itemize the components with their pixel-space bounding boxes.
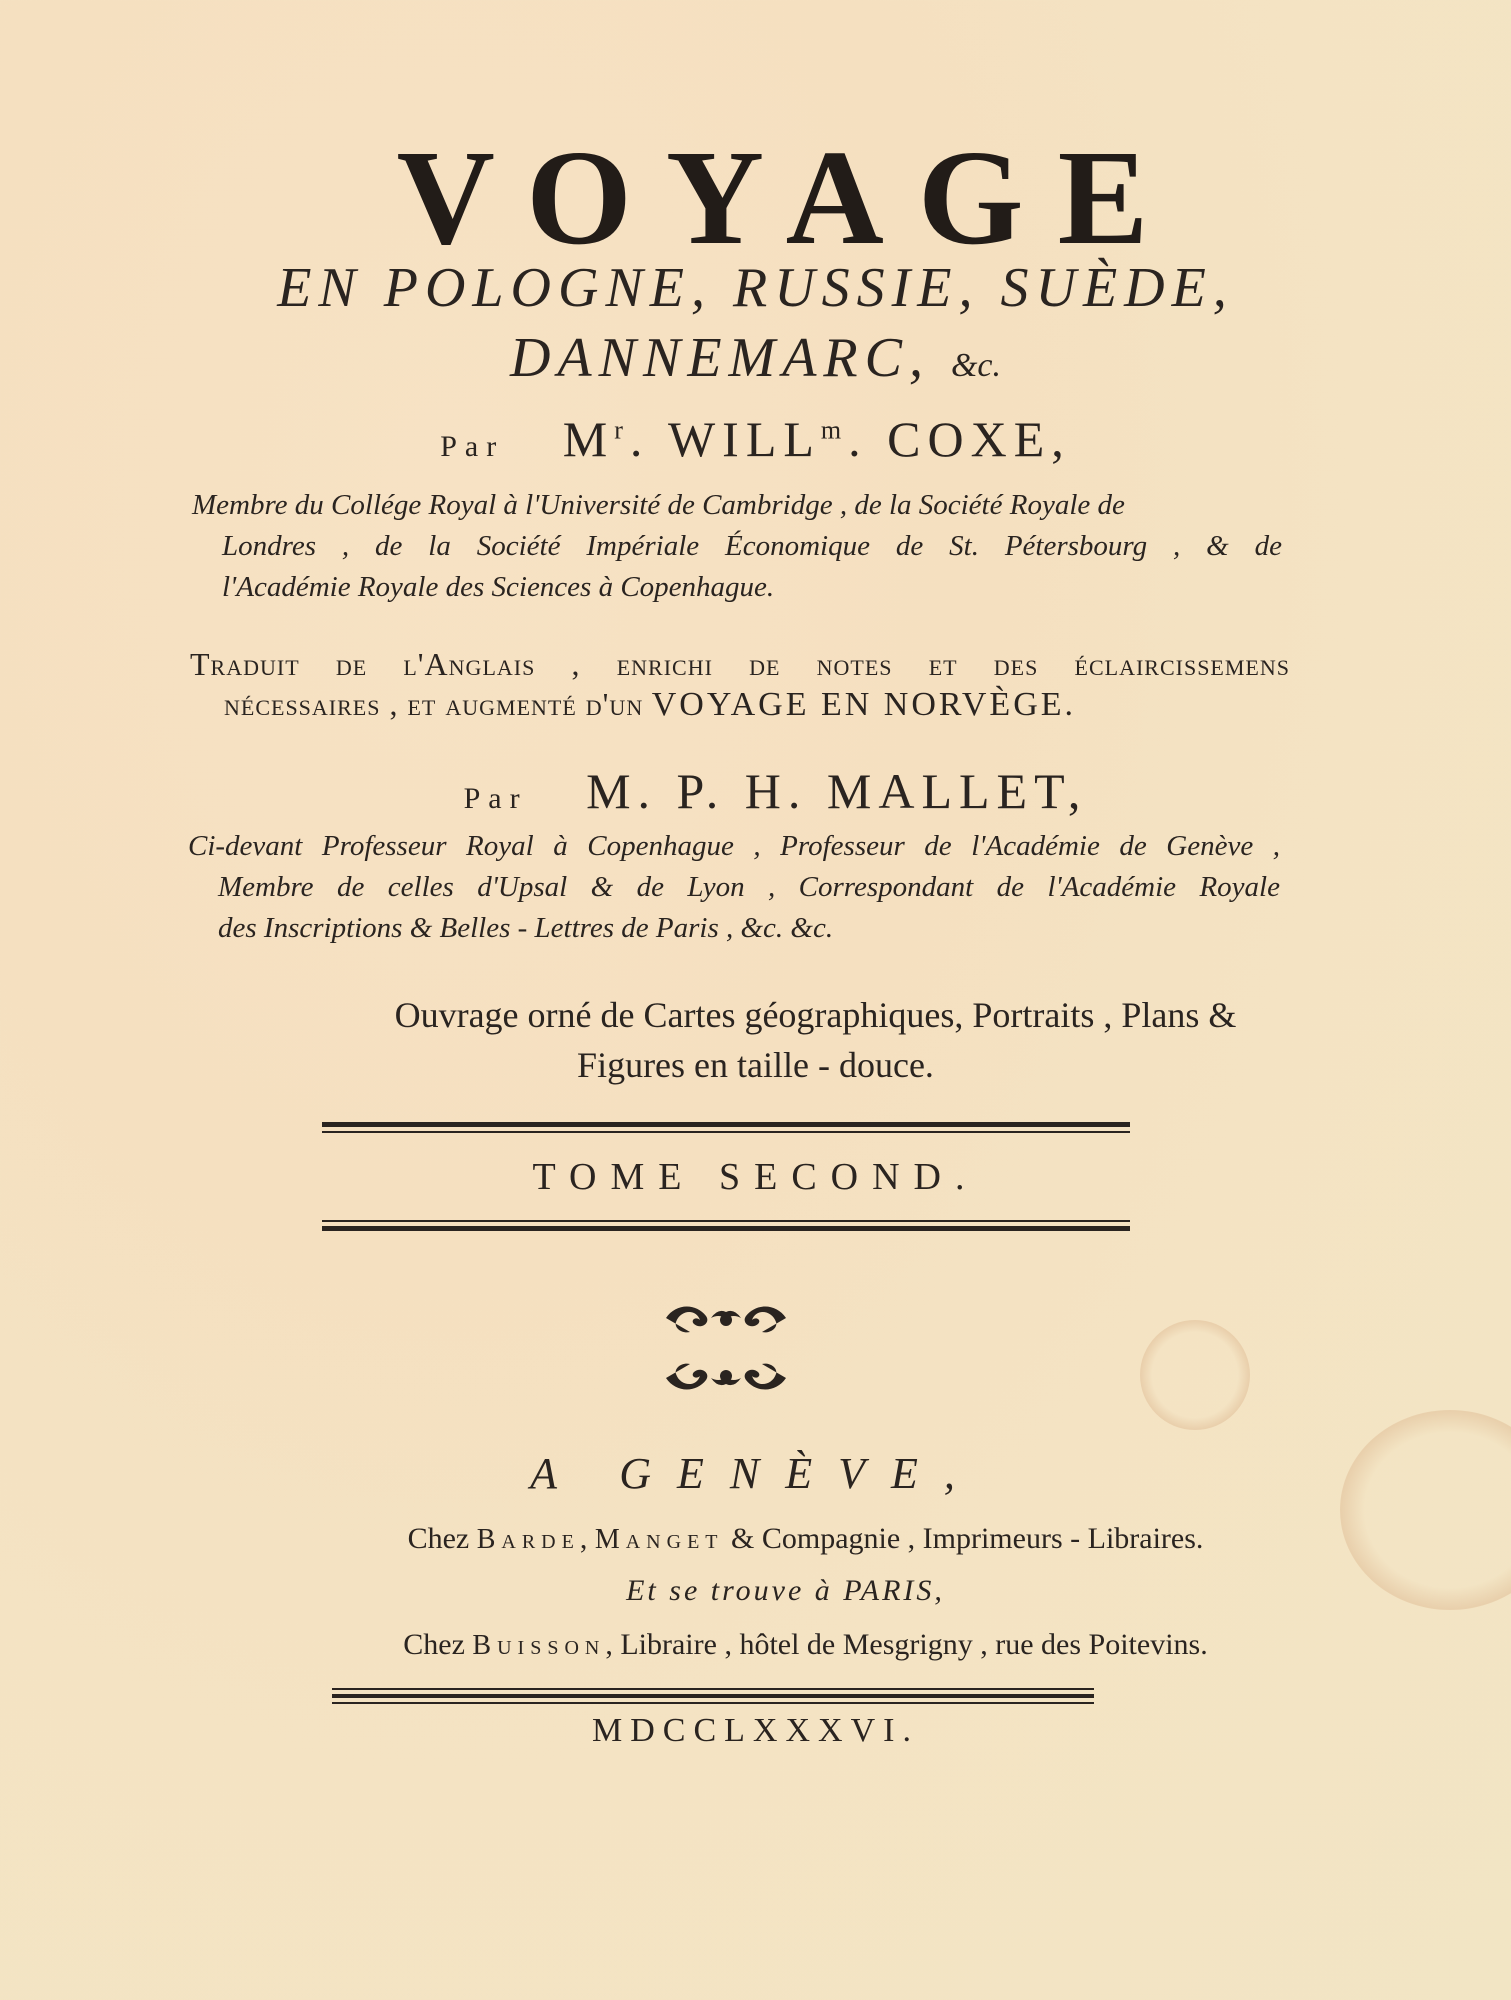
author-coxe [0,410,1511,468]
imprint-chez-1: Chez [407,1522,470,1555]
rule-bottom-thick [332,1694,1094,1698]
author-mallet-par: Par [463,782,528,815]
imprint-barde: Barde [476,1524,580,1555]
translation-line-2-small: nécessaires , et augmenté d'un [224,686,644,722]
author-coxe-title-line: l'Académie Royale des Sciences à Copenhague. [222,571,775,603]
subtitle-etc: &c. [950,347,1002,384]
rule-top-thick [322,1122,1130,1127]
tome-label: TOME SECOND. [532,1156,979,1198]
author-coxe-name-post: . COXE, [848,411,1071,467]
place-of-publication: A GENÈVE, [530,1449,981,1498]
author-coxe-par: Par [440,430,505,463]
author-coxe-sup-m: m [820,415,849,445]
imprint-manget: Manget [594,1524,724,1555]
translation-note [190,642,1290,729]
page-title: VOYAGE [396,123,1183,273]
imprint-line-3-rest: , Libraire , hôtel de Mesgrigny , rue des Poitevins. [605,1628,1208,1661]
imprint-chez-3: Chez [403,1628,465,1661]
imprint-line-2: Et se trouve à PARIS, [626,1574,945,1607]
author-mallet-title-line: Ci-devant Professeur Royal à Copenhague , Professeur de l'Académie de Genève , [188,830,1280,862]
imprint-comma: , [579,1522,588,1555]
rule-bottom-thin-1 [332,1688,1094,1690]
imprint-line-3 [0,1628,1511,1662]
author-coxe-name-mid: . WILL [629,411,821,467]
imprint-buisson: Buisson [472,1630,606,1661]
stain-mid [1140,1320,1250,1430]
subtitle-line-2 [0,326,1511,390]
author-mallet-titles [188,826,1280,949]
rule-mid-thin [322,1220,1130,1222]
publication-date: MDCCLXXXVI. [592,1712,919,1749]
imprint-line-1-rest: & Compagnie , Imprimeurs - Libraires. [731,1522,1204,1555]
author-coxe-sup-r: r [614,415,630,445]
ornament-note-line-1: Ouvrage orné de Cartes géographiques, Portraits , Plans & [394,995,1237,1035]
author-coxe-m: M [562,411,615,467]
author-mallet-name: M. P. H. MALLET, [586,763,1088,819]
translation-line-1: Traduit de l'Anglais , enrichi de notes et des éclaircissemens [190,646,1290,682]
rule-bottom-thin-2 [332,1702,1094,1704]
printers-ornament-icon [656,1298,796,1398]
author-mallet-title-line: des Inscriptions & Belles - Lettres de Paris , &c. &c. [218,912,834,944]
ornament-note-line-2: Figures en taille - douce. [577,1045,934,1085]
author-mallet-title-line: Membre de celles d'Upsal & de Lyon , Correspondant de l'Académie Royale [218,871,1280,903]
translation-line-2-big: VOYAGE EN NORVÈGE. [651,686,1077,723]
author-coxe-title-line: Londres , de la Société Impériale Économique de St. Pétersbourg , & de [222,530,1282,562]
subtitle-line-2-text: DANNEMARC, [509,327,930,389]
translation-line-2 [190,682,1290,729]
author-coxe-title-line: Membre du Collége Royal à l'Université de Cambridge , de la Société Royale de [192,489,1125,521]
author-mallet [0,762,1511,820]
rule-top-thin [322,1131,1130,1133]
rule-mid-thick [322,1226,1130,1231]
author-coxe-titles [192,485,1282,608]
subtitle-line-1: EN POLOGNE, RUSSIE, SUÈDE, [277,257,1234,319]
imprint-line-1 [0,1522,1511,1556]
